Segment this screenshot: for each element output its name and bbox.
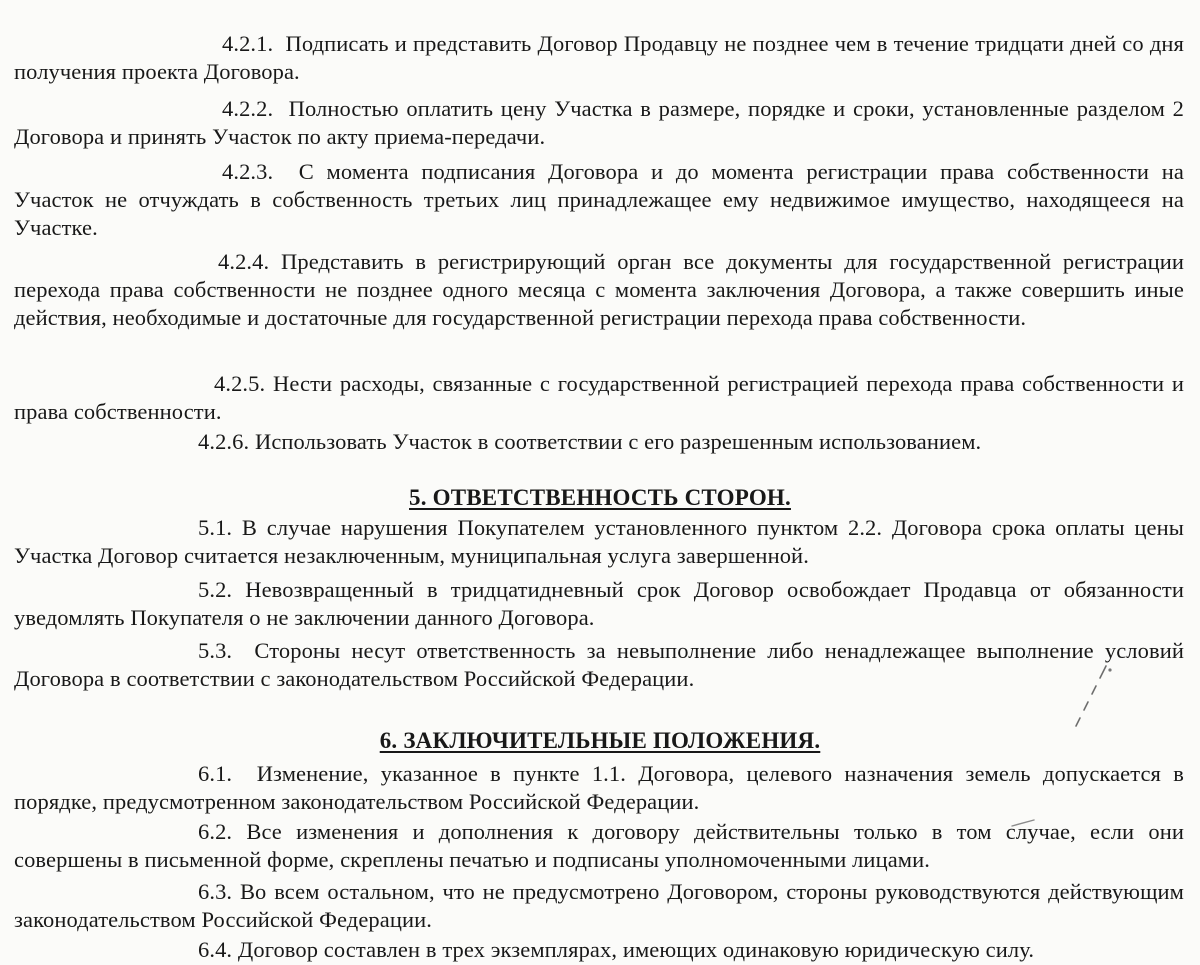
clause-6-4: [14, 936, 1184, 964]
clause-number: 6.4.: [198, 937, 233, 962]
clause-5-2: [14, 576, 1184, 632]
clause-text: В случае нарушения Покупателем установленного пунктом 2.2. Договора срока оплаты цены Участка Договор считается незаключенным, муниципальная услуга завершенной.: [14, 515, 1184, 568]
clause-text: С момента подписания Договора и до момента регистрации права собственности на Участок не отчуждать в собственность третьих лиц принадлежащее ему недвижимое имущество, находящееся на Участке.: [14, 159, 1184, 240]
clause-text: Невозвращенный в тридцатидневный срок Договор освобождает Продавца от обязанности уведомлять Покупателя о не заключении данного Договора.: [14, 577, 1184, 630]
clause-text: Полностью оплатить цену Участка в размере, порядке и сроки, установленные разделом 2 Договора и принять Участок по акту приема-передачи.: [14, 96, 1184, 149]
clause-number: 4.2.1.: [222, 31, 274, 56]
clause-6-3: [14, 878, 1184, 934]
clause-text: Все изменения и дополнения к договору действительны только в том случае, если они совершены в письменной форме, скреплены печатью и подписаны уполномоченными лицами.: [14, 819, 1184, 872]
clause-text: Во всем остальном, что не предусмотрено Договором, стороны руководствуются действующим законодательством Российской Федерации.: [14, 879, 1184, 932]
clause-4-2-1: [14, 30, 1184, 86]
clause-number: 5.2.: [198, 577, 233, 602]
clause-text: Представить в регистрирующий орган все документы для государственной регистрации перехода права собственности не позднее одного месяца с момента заключения Договора, а также совершить иные действия, необходимые и достаточные для государственной регистрации перехода права собственности.: [14, 249, 1184, 330]
clause-text: Договор составлен в трех экземплярах, имеющих одинаковую юридическую силу.: [237, 937, 1035, 962]
clause-5-1: [14, 514, 1184, 570]
clause-6-2: [14, 818, 1184, 874]
clause-number: 4.2.5.: [214, 371, 266, 396]
clause-text: Стороны несут ответственность за невыполнение либо ненадлежащее выполнение условий Договора в соответствии с законодательством Российской Федерации.: [14, 638, 1184, 691]
clause-number: 6.3.: [198, 879, 233, 904]
clause-4-2-2: [14, 95, 1184, 151]
clause-number: 5.1.: [198, 515, 233, 540]
clause-text: Подписать и представить Договор Продавцу не позднее чем в течение тридцати дней со дня получения проекта Договора.: [14, 31, 1185, 84]
clause-5-3: [14, 637, 1184, 693]
section-6-title: 6. ЗАКЛЮЧИТЕЛЬНЫЕ ПОЛОЖЕНИЯ.: [379, 728, 821, 753]
clause-4-2-6: [14, 428, 1184, 456]
clause-number: 6.2.: [198, 819, 233, 844]
clause-number: 4.2.3.: [222, 159, 274, 184]
clause-6-1: [14, 760, 1184, 816]
clause-number: 6.1.: [198, 761, 233, 786]
clause-4-2-5: [14, 370, 1184, 426]
clause-text: Изменение, указанное в пункте 1.1. Договора, целевого назначения земель допускается в порядке, предусмотренном законодательством Российской Федерации.: [14, 761, 1184, 814]
clause-text: Нести расходы, связанные с государственной регистрацией перехода права собственности и права собственности.: [14, 371, 1184, 424]
clause-number: 4.2.2.: [222, 96, 274, 121]
clause-number: 4.2.6.: [198, 429, 250, 454]
clause-4-2-4: [14, 248, 1184, 332]
clause-number: 5.3.: [198, 638, 233, 663]
clause-text: Использовать Участок в соответствии с его разрешенным использованием.: [254, 429, 982, 454]
clause-4-2-3: [14, 158, 1184, 242]
section-5-title: 5. ОТВЕТСТВЕННОСТЬ СТОРОН.: [409, 485, 791, 510]
clause-number: 4.2.4.: [218, 249, 270, 274]
